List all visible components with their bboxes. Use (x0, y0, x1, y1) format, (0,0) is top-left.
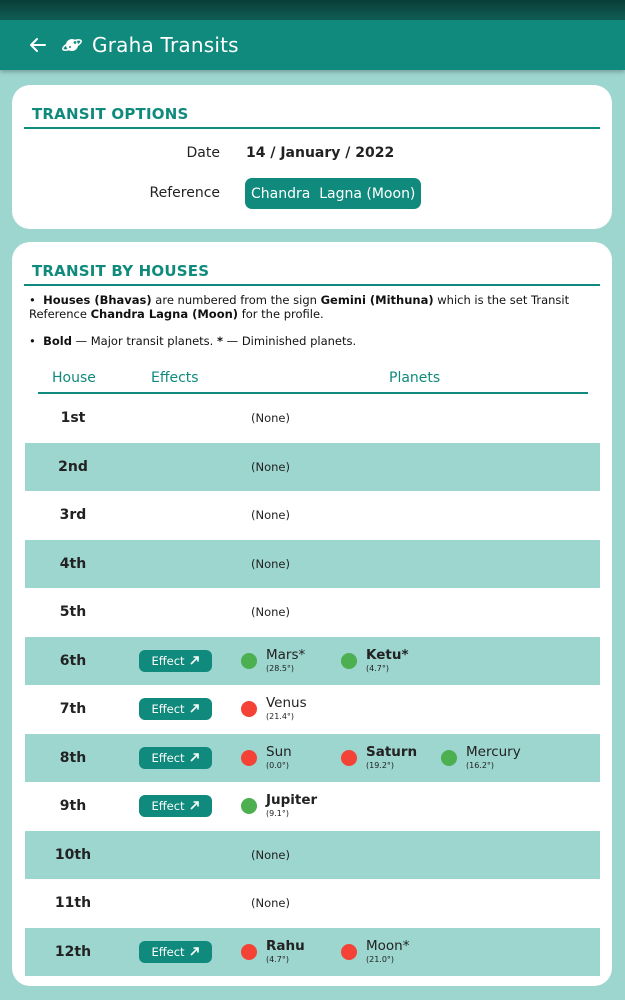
planet-icon (60, 33, 84, 57)
open-external-icon (190, 702, 200, 716)
table-row (25, 443, 600, 492)
houses-table (25, 394, 600, 976)
reference-label: Reference (149, 185, 220, 201)
planet-degree: (9.1°) (266, 809, 289, 818)
planet-name: Ketu* (366, 646, 409, 663)
house-number: 2nd (58, 458, 88, 475)
table-row (25, 588, 600, 637)
malefic-indicator-icon (341, 944, 357, 960)
app-bar (0, 20, 625, 70)
effect-button-label: Effect (151, 944, 185, 959)
no-planets-text: (None) (251, 508, 290, 523)
no-planets-text: (None) (251, 459, 290, 474)
house-number: 6th (59, 652, 87, 669)
house-number: 1st (60, 410, 86, 427)
benefic-indicator-icon (241, 653, 257, 669)
section-divider (24, 284, 600, 286)
planet-name: Mercury (466, 743, 521, 760)
planet-name: Mars* (266, 646, 306, 663)
open-external-icon (190, 751, 200, 765)
effect-button-label: Effect (151, 750, 185, 765)
column-header-effects: Effects (151, 370, 199, 386)
effect-button[interactable] (139, 747, 212, 769)
effect-button-label: Effect (151, 799, 185, 813)
planet-name: Sun (266, 743, 292, 760)
planet-degree: (21.4°) (266, 712, 295, 721)
transit-options-card (12, 85, 612, 229)
column-header-house: House (52, 370, 96, 386)
no-planets-text: (None) (251, 605, 290, 620)
section-divider (24, 127, 600, 129)
house-number: 3rd (59, 507, 87, 524)
effect-button[interactable] (139, 698, 212, 720)
house-number: 5th (59, 604, 87, 621)
planet-degree: (4.7°) (266, 954, 289, 964)
table-row (25, 637, 600, 686)
planet-degree: (16.2°) (466, 760, 495, 770)
table-row (25, 879, 600, 928)
malefic-indicator-icon (241, 944, 257, 960)
house-number: 11th (54, 895, 92, 912)
malefic-indicator-icon (341, 750, 357, 766)
transit-houses-card (12, 242, 612, 986)
open-external-icon (190, 799, 200, 813)
malefic-indicator-icon (241, 701, 257, 717)
house-number: 7th (59, 701, 87, 718)
planet-degree: (0.0°) (266, 760, 289, 770)
table-row (25, 782, 600, 831)
planet-degree: (21.0°) (366, 954, 395, 964)
effect-button-label: Effect (151, 653, 185, 668)
effect-button-label: Effect (151, 702, 185, 716)
table-row (25, 540, 600, 589)
planet-name: Venus (266, 695, 307, 711)
table-row (25, 394, 600, 443)
no-planets-text: (None) (251, 847, 290, 862)
no-planets-text: (None) (251, 896, 290, 911)
benefic-indicator-icon (441, 750, 457, 766)
reference-chip[interactable]: Chandra Lagna (Moon) (245, 178, 421, 209)
section-title: TRANSIT BY HOUSES (32, 262, 210, 280)
date-label: Date (186, 145, 220, 161)
no-planets-text: (None) (251, 556, 290, 571)
effect-button[interactable] (139, 650, 212, 672)
effect-button[interactable] (139, 795, 212, 817)
house-number: 10th (54, 846, 92, 863)
planet-name: Jupiter (266, 792, 318, 808)
house-number: 9th (59, 798, 87, 815)
table-row (25, 685, 600, 734)
planet-degree: (19.2°) (366, 760, 395, 770)
effect-button[interactable] (139, 941, 212, 963)
house-number: 8th (59, 749, 87, 766)
status-bar (0, 0, 625, 20)
back-arrow-icon[interactable] (18, 20, 58, 70)
benefic-indicator-icon (241, 798, 257, 814)
table-row (25, 491, 600, 540)
no-planets-text: (None) (251, 411, 290, 426)
house-number: 4th (59, 555, 87, 572)
houses-note: • Houses (Bhavas) are numbered from the sign Gemini (Mithuna) which is the set Transit Reference Chandra Lagna (Moon) for the profile. (29, 293, 570, 321)
house-number: 12th (54, 943, 92, 960)
planet-name: Saturn (366, 743, 418, 760)
table-row (25, 928, 600, 977)
table-row (25, 734, 600, 783)
planet-degree: (4.7°) (366, 663, 389, 673)
column-header-planets: Planets (389, 370, 441, 386)
planet-name: Rahu (266, 937, 305, 954)
benefic-indicator-icon (341, 653, 357, 669)
planet-name: Moon* (366, 937, 410, 954)
page-title: Graha Transits (92, 33, 239, 57)
table-row (25, 831, 600, 880)
date-value[interactable]: 14 / January / 2022 (246, 145, 395, 161)
open-external-icon (190, 945, 200, 959)
open-external-icon (190, 654, 200, 668)
planet-degree: (28.5°) (266, 663, 295, 673)
malefic-indicator-icon (241, 750, 257, 766)
legend-note: • Bold — Major transit planets. * — Diminished planets. (29, 334, 357, 348)
section-title: TRANSIT OPTIONS (32, 105, 189, 123)
